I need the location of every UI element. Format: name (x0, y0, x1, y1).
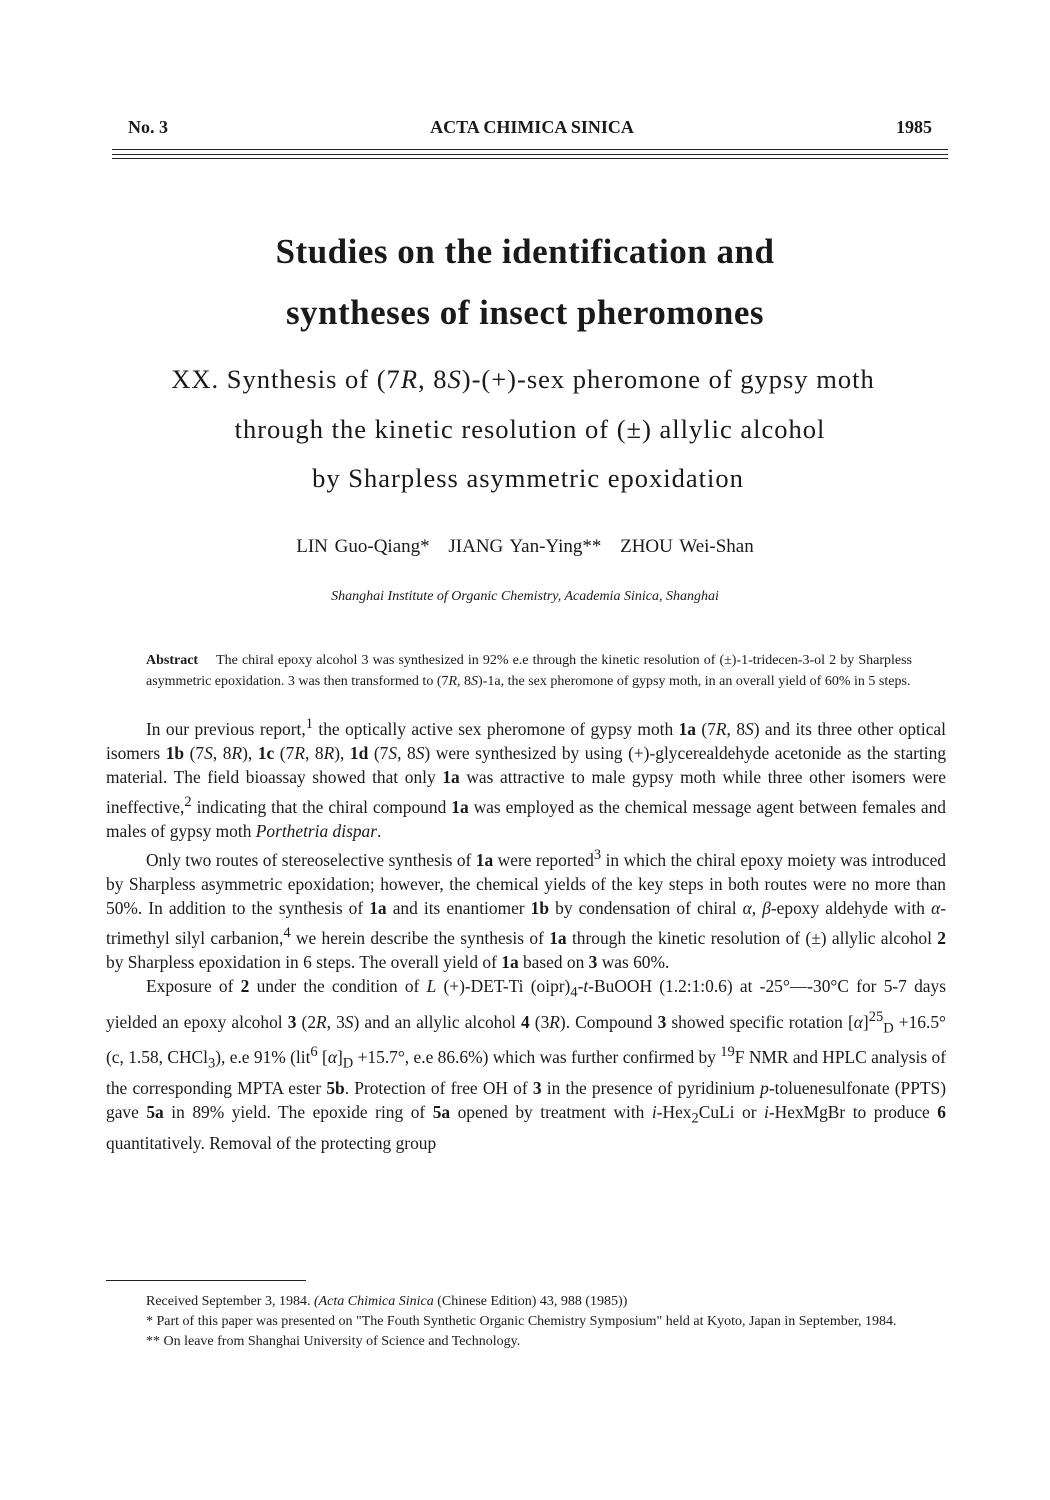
header-rule (112, 149, 948, 150)
abstract-text: The chiral epoxy alcohol 3 was synthesized in 92% e.e through the kinetic resolution of (±)-1-tridecen-3-ol 2 by Sharpless asymmetric epoxidation. 3 was then transformed to (7R, 8S)-1a, the sex pheromone of gypsy moth, in an overall yield of 60% in 5 steps. (146, 653, 912, 689)
abstract (146, 650, 912, 692)
journal-name: ACTA CHIMICA SINICA (430, 117, 634, 137)
publication-year: 1985 (895, 117, 932, 137)
author-affiliation: Shanghai Institute of Organic Chemistry, Academia Sinica, Shanghai (331, 589, 719, 604)
paper-subtitle-line-2: through the kinetic resolution of (±) allylic alcohol (234, 414, 826, 444)
author-name: JIANG Yan-Ying** (448, 536, 602, 557)
paper-title-line-2: syntheses of insect pheromones (285, 293, 765, 332)
running-header (128, 117, 932, 138)
header-rule (112, 154, 948, 155)
footnote-star-1: * Part of this paper was presented on "The Fouth Synthetic Organic Chemistry Symposium" held at Kyoto, Japan in September, 1984. (146, 1314, 897, 1329)
body-text (106, 712, 946, 1155)
paper-title-line-1: Studies on the identification and (275, 232, 775, 271)
received-date-note: Received September 3, 1984. (Acta Chimica Sinica (Chinese Edition) 43, 988 (1985)) (146, 1294, 628, 1309)
body-paragraph-3: Exposure of 2 under the condition of L (+)-DET-Ti $(oipr)_4-t$-BuOOH (1.2:1:0.6) at -25°—-30°C for 5-7 days yielded an epoxy alcohol 3 (2R, 3S) and an allylic alcohol 4 (3R). Compound 3 showed specific rotation $[\alpha]^{25}_D +16.5^\circ$ (c, 1.58, CHCl$_3$), e.e 91% (lit$^6$ $[\alpha]_D +15.7^\circ$, e.e 86.6%) which was further confirmed by $^{19}$F NMR and HPLC analysis of the corresponding MPTA ester 5b. Protection of free OH of 3 in the presence of pyridinium p-toluenesulfonate (PPTS) gave 5a in 89% yield. The epoxide ring of 5a opened by treatment with i-Hex$_2$CuLi or i-HexMgBr to produce 6 quantitatively. Removal of the protecting group (106, 976, 947, 1154)
body-paragraph-2: Only two routes of stereoselective synthesis of 1a were reported$^3$ in which the chiral epoxy moiety was introduced by Sharpless asymmetric epoxidation; however, the chemical yields of the key steps in both routes were no more than 50%. In addition to the synthesis of 1a and its enantiomer 1b by condensation of chiral α, β-epoxy aldehyde with α-trimethyl silyl carbanion,$^4$ we herein describe the synthesis of 1a through the kinetic resolution of (±) allylic alcohol 2 by Sharpless epoxidation in 6 steps. The overall yield of 1a based on 3 was 60%. (106, 847, 947, 972)
author-name: LIN Guo-Qiang* (296, 536, 430, 557)
body-paragraph-1: In our previous report,$^1$ the optically active sex pheromone of gypsy moth 1a (7R, 8S) and its three other optical isomers 1b (7S, 8R), 1c (7R, 8R), 1d (7S, 8S) were synthesized by using (+)-glycerealdehyde acetonide as the starting material. The field bioassay showed that only 1a was attractive to male gypsy moth while three other isomers were ineffective,$^2$ indicating that the chiral compound 1a was employed as the chemical message agent between females and males of gypsy moth Porthetria dispar. (106, 716, 947, 841)
issue-number: No. 3 (128, 117, 168, 137)
footnotes (106, 1292, 946, 1352)
header-rule (112, 158, 948, 159)
author-name: ZHOU Wei-Shan (620, 536, 754, 557)
abstract-label: Abstract (146, 653, 199, 668)
author-list (0, 536, 1050, 558)
footnote-rule (106, 1280, 306, 1281)
footnote-star-2: ** On leave from Shanghai University of Science and Technology. (146, 1334, 521, 1349)
paper-subtitle-line-3: by Sharpless asymmetric epoxidation (312, 463, 744, 493)
paper-subtitle-line-1: XX. Synthesis of (7R, 8S)-(+)-sex pheromone of gypsy moth (171, 364, 875, 394)
